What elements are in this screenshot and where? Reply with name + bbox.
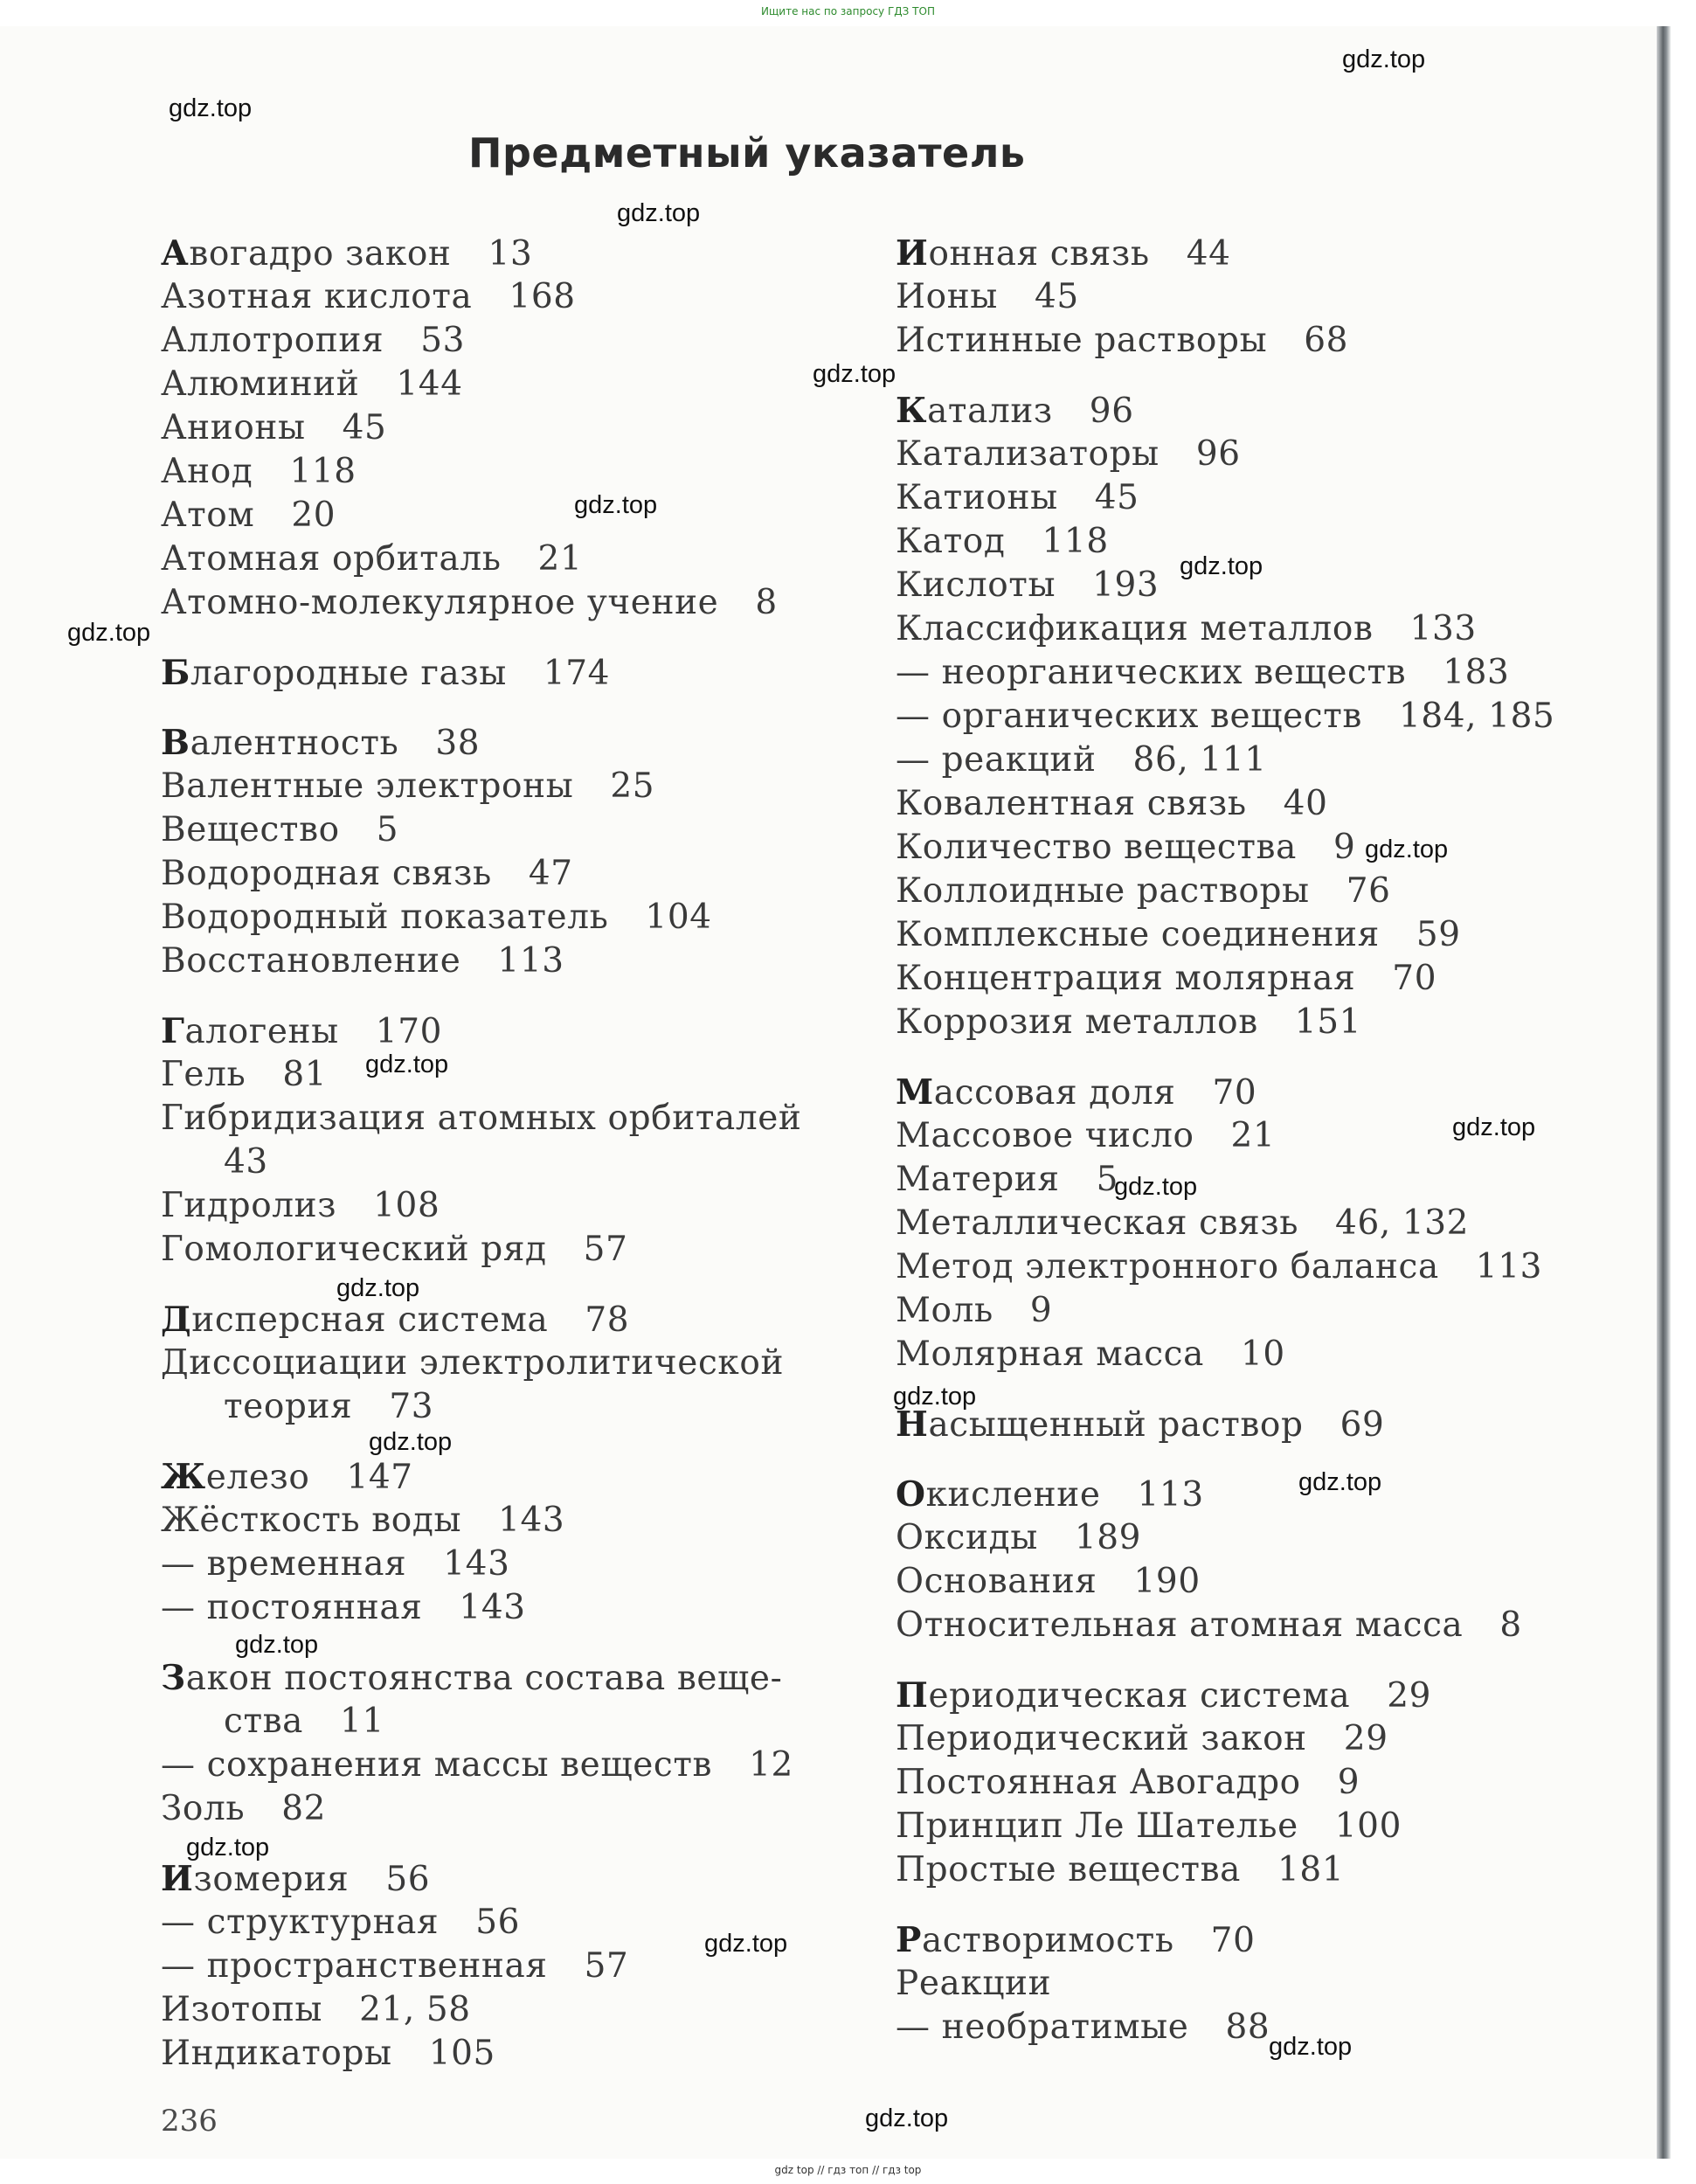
- index-page-ref: 69: [1339, 1405, 1385, 1445]
- index-entry: [161, 896, 825, 939]
- index-page-ref: 133: [1409, 609, 1477, 648]
- index-page-ref: 5: [1096, 1160, 1119, 1199]
- index-page-ref: 5: [376, 810, 399, 849]
- index-entry: [896, 1516, 1647, 1560]
- index-term: Галогены: [161, 1011, 339, 1051]
- index-entry: [896, 826, 1647, 870]
- index-page-ref: 104: [645, 898, 712, 937]
- index-entry: [161, 1857, 825, 1901]
- index-term: Реакции: [896, 1964, 1052, 2003]
- index-term: Ковалентная связь: [896, 784, 1247, 823]
- index-entry: [161, 1656, 825, 1700]
- index-term: Катализ: [896, 391, 1053, 431]
- index-page-ref: 57: [584, 1946, 629, 1986]
- index-term: Комплексные соединения: [896, 915, 1380, 954]
- index-term: Ионная связь: [896, 233, 1150, 274]
- watermark: gdz.top: [813, 360, 896, 388]
- index-term: Металлическая связь: [896, 1203, 1299, 1243]
- index-page-ref: 96: [1089, 392, 1134, 431]
- index-entry: [161, 450, 825, 494]
- watermark: gdz.top: [1114, 1173, 1198, 1201]
- page-number: 236: [161, 2104, 218, 2139]
- book-spine-shadow: [1657, 26, 1671, 2159]
- index-page-ref: 144: [396, 364, 463, 404]
- index-term: Периодическая система: [896, 1675, 1351, 1716]
- index-page-ref: 86, 111: [1132, 740, 1267, 780]
- index-entry: [161, 232, 825, 275]
- index-term: Дисперсная система: [161, 1300, 549, 1340]
- index-term: Гибридизация атомных орбиталей: [161, 1099, 802, 1138]
- index-term: Постоянная Авогадро: [896, 1763, 1301, 1802]
- index-page-ref: 68: [1304, 321, 1349, 360]
- watermark: gdz.top: [365, 1050, 449, 1078]
- index-page-ref: 21, 58: [359, 1990, 471, 2029]
- index-entry: [161, 1184, 825, 1228]
- watermark: gdz.top: [169, 94, 253, 122]
- index-term: — неорганических веществ: [896, 653, 1407, 692]
- index-term: Классификация металлов: [896, 609, 1374, 648]
- index-entry: [161, 1228, 825, 1272]
- page-title: Предметный указатель: [468, 129, 1026, 177]
- index-entry: [896, 1805, 1647, 1848]
- index-term: Аллотропия: [161, 321, 384, 360]
- index-page-ref: 70: [1392, 959, 1437, 998]
- index-term: Ионы: [896, 277, 998, 316]
- index-letter-group: [161, 1656, 825, 1831]
- index-page-ref: 113: [1137, 1475, 1204, 1515]
- index-page-ref: 143: [459, 1588, 526, 1627]
- index-term: Авогадро закон: [161, 233, 452, 274]
- index-page-ref: 25: [610, 766, 655, 806]
- index-letter-group: [161, 1455, 825, 1630]
- index-entry: [161, 2032, 825, 2076]
- index-term: Алюминий: [161, 364, 360, 404]
- index-term: Индикаторы: [161, 2034, 392, 2073]
- index-page-ref: 56: [385, 1860, 431, 1899]
- index-term: Истинные растворы: [896, 321, 1268, 360]
- index-right-column: [896, 232, 1647, 2076]
- index-letter-group: [896, 389, 1647, 1044]
- index-term: Закон постоянства состава веще-: [161, 1658, 783, 1698]
- index-page-ref: 143: [443, 1544, 510, 1584]
- bottom-note: gdz top // гдз топ // гдз top: [774, 2164, 922, 2176]
- index-term: Катод: [896, 522, 1006, 561]
- index-page-ref: 45: [1034, 277, 1079, 316]
- index-term: — структурная: [161, 1903, 440, 1942]
- index-term: Насыщенный раствор: [896, 1404, 1304, 1445]
- index-entry: [896, 651, 1647, 695]
- index-page-ref: 88: [1225, 2007, 1270, 2047]
- index-entry: [896, 1071, 1647, 1114]
- index-letter-group: [896, 1674, 1647, 1892]
- index-page-ref: 40: [1283, 784, 1328, 823]
- index-entry: [161, 275, 825, 319]
- index-entry: [161, 319, 825, 363]
- index-page-ref: 8: [1499, 1605, 1522, 1645]
- index-page-ref: 59: [1416, 915, 1461, 954]
- index-entry: [161, 1342, 825, 1385]
- index-entry: [896, 1962, 1647, 2006]
- index-page-ref: 189: [1074, 1518, 1142, 1557]
- index-left-column: [161, 232, 825, 2102]
- index-page-ref: 9: [1337, 1763, 1360, 1802]
- index-letter-group: [161, 1009, 825, 1272]
- index-page-ref: 8: [755, 583, 778, 622]
- index-page-ref: 29: [1343, 1719, 1388, 1758]
- index-page-ref: 184, 185: [1398, 697, 1555, 736]
- index-term: Восстановление: [161, 941, 461, 981]
- index-entry: [161, 1543, 825, 1586]
- index-page-ref: 46, 132: [1335, 1203, 1470, 1243]
- index-entry: [896, 1761, 1647, 1805]
- index-term: Вещество: [161, 810, 340, 849]
- index-term: Окисление: [896, 1474, 1101, 1515]
- watermark: gdz.top: [235, 1631, 319, 1659]
- index-term: Основания: [896, 1562, 1097, 1601]
- index-page-ref: 183: [1443, 653, 1510, 692]
- index-entry: [161, 1097, 825, 1141]
- index-letter-group: [161, 1298, 825, 1429]
- index-page-ref: 70: [1210, 1921, 1256, 1960]
- index-entry: [896, 870, 1647, 913]
- index-page-ref: 174: [543, 654, 611, 693]
- watermark: gdz.top: [186, 1834, 270, 1862]
- index-page-ref: 45: [342, 408, 387, 447]
- index-entry: [161, 852, 825, 896]
- index-entry: [161, 1988, 825, 2032]
- index-entry: [896, 1403, 1647, 1446]
- watermark: gdz.top: [67, 619, 151, 647]
- index-page-ref: 44: [1186, 234, 1231, 274]
- index-page-ref: 147: [346, 1458, 413, 1497]
- index-page-ref: 73: [389, 1387, 434, 1426]
- index-page-ref: 105: [428, 2034, 495, 2073]
- index-letter-group: [161, 721, 825, 983]
- index-term: Анод: [161, 452, 253, 491]
- index-entry: [896, 1717, 1647, 1761]
- watermark: gdz.top: [704, 1930, 788, 1958]
- index-entry: [896, 1473, 1647, 1516]
- index-term: Простые вещества: [896, 1850, 1241, 1889]
- index-term: Атомно-молекулярное учение: [161, 583, 719, 622]
- index-entry: [161, 1586, 825, 1630]
- index-page-ref: 181: [1277, 1850, 1345, 1889]
- index-term: Коллоидные растворы: [896, 871, 1310, 911]
- index-entry: [896, 564, 1647, 607]
- index-page-ref: 76: [1346, 871, 1391, 911]
- index-entry: [896, 319, 1647, 363]
- index-term: Молярная масса: [896, 1335, 1204, 1374]
- index-entry: [896, 1333, 1647, 1376]
- watermark: gdz.top: [1365, 835, 1449, 863]
- index-entry: [896, 1918, 1647, 1962]
- index-page-ref: 43: [224, 1142, 268, 1182]
- index-page-ref: 113: [1475, 1247, 1543, 1286]
- index-entry: [161, 1787, 825, 1831]
- watermark: gdz.top: [1452, 1113, 1536, 1141]
- index-page-ref: 47: [528, 854, 573, 893]
- index-entry: [161, 651, 825, 695]
- index-letter-group: [896, 1473, 1647, 1647]
- index-letter-group: [896, 232, 1647, 363]
- index-entry: [896, 520, 1647, 564]
- index-entry: [896, 607, 1647, 651]
- index-term: Периодический закон: [896, 1719, 1307, 1758]
- index-term: Катализаторы: [896, 434, 1160, 474]
- index-entry: [161, 363, 825, 406]
- index-page-ref: 57: [583, 1230, 628, 1269]
- index-entry: [161, 721, 825, 765]
- index-term: Концентрация молярная: [896, 959, 1356, 998]
- index-entry: [161, 406, 825, 450]
- index-entry: [896, 1158, 1647, 1202]
- index-term: Атомная орбиталь: [161, 539, 502, 579]
- index-term: Азотная кислота: [161, 277, 473, 316]
- index-page-ref: 96: [1195, 434, 1241, 474]
- index-entry: [161, 494, 825, 537]
- watermark: gdz.top: [893, 1383, 977, 1411]
- index-term: Жёсткость воды: [161, 1501, 462, 1540]
- index-entry: [896, 1289, 1647, 1333]
- watermark: gdz.top: [1180, 552, 1263, 580]
- index-page-ref: 151: [1294, 1002, 1362, 1042]
- index-entry: [896, 1604, 1647, 1647]
- index-entry: [896, 1202, 1647, 1245]
- index-page-ref: 143: [498, 1501, 565, 1540]
- index-term: — постоянная: [161, 1588, 423, 1627]
- index-term: Валентность: [161, 723, 399, 763]
- index-term: Атом: [161, 496, 255, 535]
- watermark: gdz.top: [1342, 45, 1426, 73]
- index-term: Благородные газы: [161, 653, 507, 693]
- index-page-ref: 81: [282, 1055, 328, 1094]
- index-page-ref: 45: [1094, 478, 1139, 517]
- index-entry: [896, 476, 1647, 520]
- index-letter-group: [161, 1857, 825, 2076]
- watermark: gdz.top: [574, 491, 658, 519]
- index-page-ref: 20: [291, 496, 336, 535]
- index-term: Гомологический ряд: [161, 1230, 547, 1269]
- index-page-ref: 168: [509, 277, 576, 316]
- index-entry: [896, 232, 1647, 275]
- index-entry: [161, 1385, 825, 1429]
- index-page-ref: 78: [585, 1300, 630, 1340]
- index-term: Водородная связь: [161, 854, 492, 893]
- index-entry: [161, 1141, 825, 1184]
- index-entry: [161, 1053, 825, 1097]
- index-entry: [896, 389, 1647, 433]
- index-entry: [896, 913, 1647, 957]
- index-page-ref: 190: [1133, 1562, 1201, 1601]
- index-term: Кислоты: [896, 565, 1056, 605]
- index-term: Массовое число: [896, 1116, 1194, 1155]
- index-page-ref: 118: [289, 452, 357, 491]
- index-page-ref: 38: [435, 724, 481, 763]
- index-term: Массовая доля: [896, 1072, 1176, 1113]
- index-entry: [161, 765, 825, 808]
- index-term: Принцип Ле Шателье: [896, 1806, 1298, 1846]
- watermark: gdz.top: [1298, 1468, 1382, 1496]
- index-term: Катионы: [896, 478, 1058, 517]
- index-term: — органических веществ: [896, 697, 1362, 736]
- index-term: Валентные электроны: [161, 766, 574, 806]
- index-entry: [161, 1009, 825, 1053]
- index-term: Оксиды: [896, 1518, 1038, 1557]
- watermark: gdz.top: [1269, 2033, 1353, 2061]
- index-entry: [896, 957, 1647, 1001]
- index-entry: [161, 1700, 825, 1744]
- index-entry: [161, 581, 825, 625]
- index-letter-group: [161, 232, 825, 625]
- index-entry: [896, 738, 1647, 782]
- index-page-ref: 56: [475, 1903, 521, 1942]
- index-entry: [896, 1245, 1647, 1289]
- index-entry: [161, 1298, 825, 1342]
- index-entry: [161, 1499, 825, 1543]
- top-search-note: Ищите нас по запросу ГДЗ ТОП: [761, 5, 935, 17]
- index-page-ref: 9: [1029, 1291, 1053, 1330]
- index-term: Диссоциации электролитической: [161, 1343, 785, 1383]
- index-entry: [896, 1560, 1647, 1604]
- index-term: Относительная атомная масса: [896, 1605, 1464, 1645]
- index-page-ref: 21: [537, 539, 583, 579]
- index-term: — пространственная: [161, 1946, 548, 1986]
- index-term: — необратимые: [896, 2007, 1189, 2047]
- index-entry: [161, 537, 825, 581]
- index-page-ref: 82: [281, 1789, 327, 1828]
- index-page-ref: 21: [1230, 1116, 1276, 1155]
- index-term: Гидролиз: [161, 1186, 337, 1225]
- index-page-ref: 12: [749, 1745, 793, 1785]
- index-term: — сохранения массы веществ: [161, 1745, 713, 1785]
- index-term: Количество вещества: [896, 828, 1297, 867]
- index-term: Железо: [161, 1457, 310, 1497]
- index-term: Моль: [896, 1291, 993, 1330]
- index-entry: [896, 1848, 1647, 1892]
- index-term: Гель: [161, 1055, 246, 1094]
- index-letter-group: [161, 651, 825, 695]
- index-term: Метод электронного баланса: [896, 1247, 1439, 1286]
- index-term: ства: [224, 1702, 304, 1741]
- index-term: Анионы: [161, 408, 306, 447]
- index-entry: [896, 1001, 1647, 1044]
- index-entry: [896, 275, 1647, 319]
- index-page-ref: 29: [1387, 1676, 1432, 1716]
- index-page-ref: 100: [1334, 1806, 1402, 1846]
- index-page-ref: 13: [488, 234, 533, 274]
- index-term: Коррозия металлов: [896, 1002, 1258, 1042]
- index-term: Золь: [161, 1789, 246, 1828]
- index-page-ref: 108: [373, 1186, 440, 1225]
- index-page-ref: 113: [497, 941, 564, 981]
- index-page-ref: 9: [1333, 828, 1356, 867]
- index-page-ref: 11: [340, 1702, 384, 1741]
- index-page-ref: 118: [1042, 522, 1109, 561]
- index-page-ref: 10: [1240, 1335, 1285, 1374]
- watermark: gdz.top: [617, 199, 701, 227]
- index-entry: [161, 1455, 825, 1499]
- index-page-ref: 193: [1092, 565, 1160, 605]
- index-page-ref: 70: [1212, 1073, 1257, 1113]
- index-term: теория: [224, 1387, 353, 1426]
- index-term: Водородный показатель: [161, 898, 609, 937]
- index-entry: [161, 1744, 825, 1787]
- index-page-ref: 170: [375, 1012, 443, 1051]
- index-entry: [896, 782, 1647, 826]
- index-entry: [896, 433, 1647, 476]
- index-letter-group: [896, 1403, 1647, 1446]
- index-entry: [896, 1674, 1647, 1717]
- index-entry: [896, 695, 1647, 738]
- index-entry: [161, 808, 825, 852]
- watermark: gdz.top: [336, 1274, 420, 1302]
- index-term: — временная: [161, 1544, 407, 1584]
- index-term: Растворимость: [896, 1920, 1174, 1960]
- index-term: Материя: [896, 1160, 1060, 1199]
- index-term: Изотопы: [161, 1990, 323, 2029]
- watermark: gdz.top: [865, 2104, 949, 2132]
- watermark: gdz.top: [369, 1428, 453, 1456]
- index-page-ref: 53: [420, 321, 466, 360]
- index-entry: [161, 939, 825, 983]
- index-term: — реакций: [896, 740, 1097, 780]
- index-letter-group: [896, 1918, 1647, 2049]
- index-term: Изомерия: [161, 1859, 350, 1899]
